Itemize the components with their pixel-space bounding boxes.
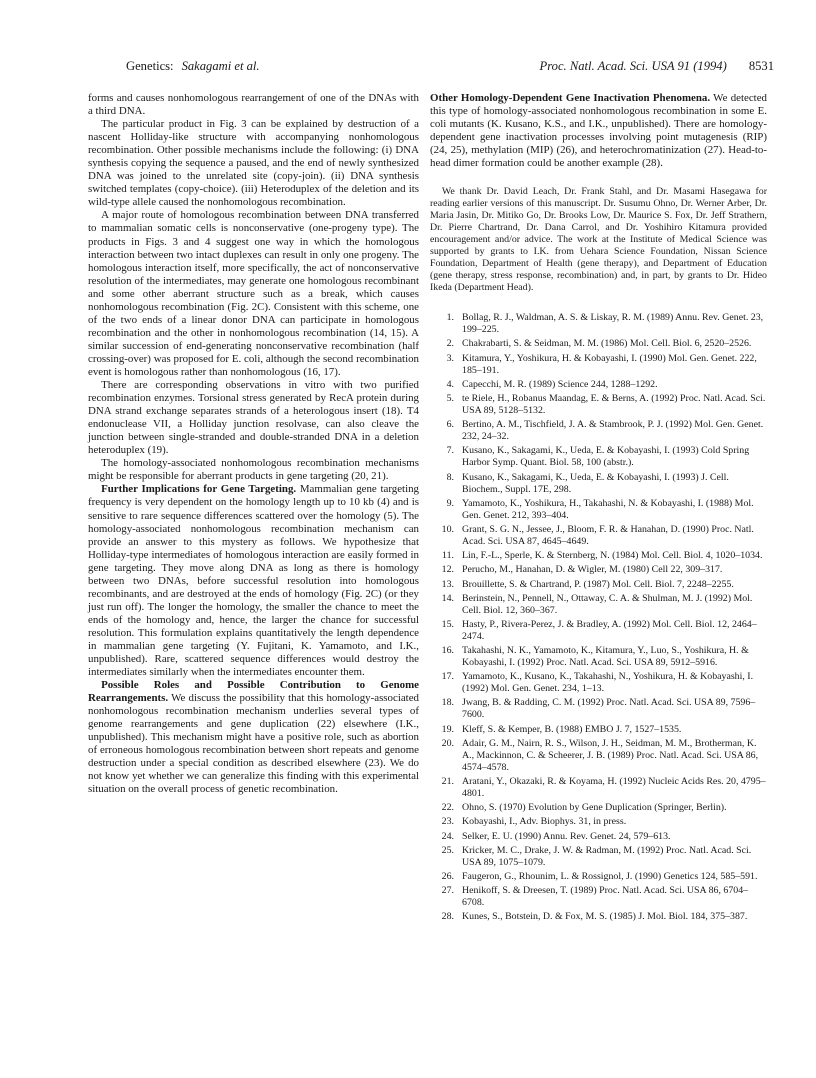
right-column bbox=[430, 92, 767, 926]
reference-item bbox=[430, 845, 767, 869]
reference-item bbox=[430, 831, 767, 843]
reference-number: 23. bbox=[441, 816, 454, 828]
reference-item bbox=[430, 445, 767, 469]
reference-text: Ohno, S. (1970) Evolution by Gene Duplication (Springer, Berlin). bbox=[462, 802, 727, 814]
section-heading-gene-targeting: Further Implications for Gene Targeting. bbox=[101, 483, 297, 496]
reference-number: 11. bbox=[442, 550, 454, 562]
reference-text: Berinstein, N., Pennell, N., Ottaway, C. A. & Shulman, M. J. (1992) Mol. Cell. Biol. 12, 360–367. bbox=[462, 592, 753, 616]
reference-item bbox=[430, 524, 767, 548]
reference-number: 24. bbox=[441, 830, 454, 842]
reference-number: 9. bbox=[446, 497, 454, 509]
section-body-gene-inactivation: We detected this type of homology-associated nonhomologous recombination in some E. coli mutants (K. Kusano, K.S., and I.K., unpublished). There are homology-dependent gene inactivation processes involving point mutagenesis (RIP) (24, 25), methylation (MIP) (26), and heterochromatinization (27). Head-to-head dimer formation could be another example (28). bbox=[430, 92, 767, 170]
reference-number: 15. bbox=[441, 618, 454, 630]
paragraph-mechanisms: The particular product in Fig. 3 can be explained by destruction of a nascent Holliday-like structure with accompanying nonhomologous recombination. Other possible mechanisms include the following: (i) DNA synthesis copying the sequence a paused, and the end of newly synthesized DNA was joined to the unrelated site (copy-join). (ii) DNA synthesis switched templates (copy-choice). (iii) Heteroduplex of the deletion and its wild-type allele caused the nonhomologous recombination. bbox=[88, 118, 419, 209]
paragraph-in-vitro: There are corresponding observations in vitro with two purified recombination enzymes. Torsional stress generated by RecA protein during DNA strand exchange separates strands of a heterologous insert (18). T4 endonuclease VII, a Holliday junction resolvase, can also cleave the junction between single-stranded and double-stranded DNA in a deletion heteroduplex (19). bbox=[88, 379, 419, 457]
reference-text: Hasty, P., Rivera-Perez, J. & Bradley, A. (1992) Mol. Cell. Biol. 12, 2464–2474. bbox=[462, 618, 757, 642]
reference-number: 21. bbox=[441, 776, 454, 788]
page-number: 8531 bbox=[748, 59, 774, 73]
reference-item bbox=[430, 619, 767, 643]
reference-number: 8. bbox=[446, 471, 454, 483]
reference-text: Kunes, S., Botstein, D. & Fox, M. S. (1985) J. Mol. Biol. 184, 375–387. bbox=[462, 911, 748, 923]
reference-number: 13. bbox=[441, 578, 454, 590]
reference-item bbox=[430, 353, 767, 377]
section-heading-genome-rearrangements: Possible Roles and Possible Contribution to Genome Rearrangements. bbox=[88, 679, 419, 705]
paragraph-continued: forms and causes nonhomologous rearrangement of one of the DNAs with a third DNA. bbox=[88, 92, 419, 118]
reference-text: Adair, G. M., Nairn, R. S., Wilson, J. H., Seidman, M. M., Brotherman, K. A., Mackinnon, C. & Scheerer, J. B. (1989) Proc. Natl. Acad. Sci. USA 86, 4574–4578. bbox=[462, 737, 759, 773]
reference-item bbox=[430, 738, 767, 774]
reference-number: 18. bbox=[441, 697, 454, 709]
reference-text: Bertino, A. M., Tischfield, J. A. & Stambrook, P. J. (1992) Mol. Gen. Genet. 232, 24–32. bbox=[462, 419, 764, 443]
page-header bbox=[88, 58, 774, 74]
section-gene-inactivation bbox=[430, 92, 767, 170]
reference-number: 5. bbox=[446, 393, 454, 405]
section-body-genome-rearrangements: We discuss the possibility that this homology-associated nonhomologous recombination mechanism underlies several types of genome rearrangements and gene duplication (22) elsewhere (I.K., unpublished). This mechanism might have a positive role, such as abortion of erroneous homologous recombination between short repeats and genome destruction under a special condition as described elsewhere (23). We do not know yet whether we can generalize this finding with this experimental situation on the overall process of genetic recombination. bbox=[88, 692, 419, 796]
reference-text: Faugeron, G., Rhounim, L. & Rossignol, J. (1990) Genetics 124, 585–591. bbox=[462, 870, 758, 882]
reference-text: Takahashi, N. K., Yamamoto, K., Kitamura, Y., Luo, S., Yoshikura, H. & Kobayashi, I. (1992) Proc. Natl. Acad. Sci. USA 89, 5912–5916. bbox=[462, 645, 749, 669]
reference-list bbox=[430, 312, 767, 923]
reference-text: Kitamura, Y., Yoshikura, H. & Kobayashi, I. (1990) Mol. Gen. Genet. 222, 185–191. bbox=[462, 352, 757, 376]
reference-item bbox=[430, 550, 767, 562]
reference-item bbox=[430, 802, 767, 814]
reference-number: 26. bbox=[441, 870, 454, 882]
reference-text: Henikoff, S. & Dreesen, T. (1989) Proc. Natl. Acad. Sci. USA 86, 6704–6708. bbox=[462, 885, 749, 909]
reference-item bbox=[430, 564, 767, 576]
left-column bbox=[88, 92, 419, 797]
section-heading-gene-inactivation: Other Homology-Dependent Gene Inactivation Phenomena. bbox=[430, 92, 711, 104]
reference-number: 3. bbox=[446, 352, 454, 364]
running-head-authors: Sakagami et al. bbox=[181, 59, 260, 73]
reference-number: 27. bbox=[441, 885, 454, 897]
reference-text: Perucho, M., Hanahan, D. & Wigler, M. (1980) Cell 22, 309–317. bbox=[462, 564, 723, 576]
reference-text: Lin, F.-L., Sperle, K. & Sternberg, N. (1984) Mol. Cell. Biol. 4, 1020–1034. bbox=[462, 550, 763, 562]
reference-number: 7. bbox=[446, 445, 454, 457]
reference-text: Aratani, Y., Okazaki, R. & Koyama, H. (1992) Nucleic Acids Res. 20, 4795–4801. bbox=[462, 776, 766, 800]
reference-number: 10. bbox=[441, 523, 454, 535]
reference-item bbox=[430, 472, 767, 496]
paragraph-nonconservative: A major route of homologous recombination between DNA transferred to mammalian somatic cells is nonconservative (one-progeny type). The products in Figs. 3 and 4 suggest one way in which the homologous interaction between two intact duplexes can result in only one progeny. The homologous interaction itself, more specifically, the act of nonconservative resolution of the intermediates, may generate one homologous recombinant and some other aberrant structure such as a break, which causes nonhomologous recombination (Fig. 2C). Consistent with this scheme, one of the two ends of a linear donor DNA can participate in homologous recombination and the other in nonhomologous recombination (14, 15). A similar succession of end-generating nonconservative recombination (half crossing-over) was proposed for E. coli, although the second recombination event is homologous rather than nonhomologous (16, 17). bbox=[88, 209, 419, 378]
journal-citation bbox=[540, 58, 774, 74]
reference-number: 19. bbox=[441, 723, 454, 735]
reference-item bbox=[430, 776, 767, 800]
reference-item bbox=[430, 498, 767, 522]
reference-item bbox=[430, 816, 767, 828]
journal-name: Proc. Natl. Acad. Sci. USA 91 (1994) bbox=[539, 59, 727, 73]
reference-text: Grant, S. G. N., Jessee, J., Bloom, F. R. & Hanahan, D. (1990) Proc. Natl. Acad. Sci. USA 87, 4645–4649. bbox=[462, 523, 754, 547]
reference-number: 16. bbox=[441, 645, 454, 657]
running-head-section: Genetics: bbox=[126, 59, 174, 73]
reference-text: Kusano, K., Sakagami, K., Ueda, E. & Kobayashi, I. (1993) J. Cell. Biochem., Suppl. 17E, 298. bbox=[462, 471, 729, 495]
reference-item bbox=[430, 593, 767, 617]
reference-number: 4. bbox=[446, 378, 454, 390]
reference-item bbox=[430, 419, 767, 443]
reference-item bbox=[430, 911, 767, 923]
reference-number: 22. bbox=[441, 802, 454, 814]
reference-text: Yamamoto, K., Kusano, K., Takahashi, N., Yoshikura, H. & Kobayashi, I. (1992) Mol. Gen. Genet. 234, 1–13. bbox=[462, 671, 754, 695]
reference-item bbox=[430, 871, 767, 883]
reference-text: Yamamoto, K., Yoshikura, H., Takahashi, N. & Kobayashi, I. (1988) Mol. Gen. Genet. 212, 393–404. bbox=[462, 497, 754, 521]
reference-number: 25. bbox=[441, 844, 454, 856]
reference-text: Jwang, B. & Radding, C. M. (1992) Proc. Natl. Acad. Sci. USA 89, 7596–7600. bbox=[462, 697, 756, 721]
reference-number: 1. bbox=[446, 312, 454, 324]
reference-item bbox=[430, 724, 767, 736]
reference-number: 12. bbox=[441, 564, 454, 576]
reference-text: Kobayashi, I., Adv. Biophys. 31, in press. bbox=[462, 816, 627, 828]
reference-text: Bollag, R. J., Waldman, A. S. & Liskay, R. M. (1989) Annu. Rev. Genet. 23, 199–225. bbox=[462, 312, 764, 336]
reference-text: Selker, E. U. (1990) Annu. Rev. Genet. 24, 579–613. bbox=[462, 830, 671, 842]
reference-text: Capecchi, M. R. (1989) Science 244, 1288–1292. bbox=[462, 378, 658, 390]
reference-item bbox=[430, 312, 767, 336]
reference-text: Kleff, S. & Kemper, B. (1988) EMBO J. 7, 1527–1535. bbox=[462, 723, 682, 735]
reference-number: 6. bbox=[446, 419, 454, 431]
reference-text: te Riele, H., Robanus Maandag, E. & Berns, A. (1992) Proc. Natl. Acad. Sci. USA 89, 5128–5132. bbox=[462, 393, 766, 417]
reference-item bbox=[430, 697, 767, 721]
reference-number: 2. bbox=[446, 338, 454, 350]
section-body-gene-targeting: Mammalian gene targeting frequency is very dependent on the homology length up to 10 kb (4) and is sensitive to rare sequence differences scattered over the homology (5). The homology-associated nonhomologous recombination mechanism can provide an answer to this mystery as follows. We hypothesize that Holliday-type intermediates of homologous interaction are easily formed in gene targeting. They move along DNA as long as there is homology between two DNAs, before successful resolution into homologous recombinants, and are destroyed at the ends of homology (Fig. 2C) (or they just run off). The longer the homology, the smaller the chance to meet the ends of the homology and, hence, the larger the chance for successful resolution. This formulation explains quantitatively the length dependence in mammalian gene targeting (Y. Fujitani, K. Yamamoto, and I.K., unpublished). Rare, scattered sequence differences would destroy the intermediates similarly when the intermediates encounter them. bbox=[88, 483, 419, 679]
reference-number: 20. bbox=[441, 737, 454, 749]
section-genome-rearrangements bbox=[88, 679, 419, 796]
acknowledgment: We thank Dr. David Leach, Dr. Frank Stahl, and Dr. Masami Hasegawa for reading earlier versions of this manuscript. Dr. Susumu Ohno, Dr. Werner Arber, Dr. Maria Jasin, Dr. Mitiko Go, Dr. Brooks Low, Dr. Maurice S. Fox, Dr. Jeff Strathern, Dr. Pierre Chartrand, Dr. Dana Carrol, and Dr. Yoshihiro Kitamura provided encouragement and/or advice. The work at the Institute of Medical Science was supported by grants to I.K. from Uehara Science Foundation, Nissan Science Foundation, Department of Health (gene therapy), and Department of Education (gene therapy, stress response, recombination) and, in part, by grants to Dr. Hideo Ikeda (Department Head). bbox=[430, 186, 767, 294]
reference-text: Brouillette, S. & Chartrand, P. (1987) Mol. Cell. Biol. 7, 2248–2255. bbox=[462, 578, 734, 590]
reference-item bbox=[430, 393, 767, 417]
reference-number: 17. bbox=[441, 671, 454, 683]
reference-item bbox=[430, 645, 767, 669]
reference-text: Kricker, M. C., Drake, J. W. & Radman, M. (1992) Proc. Natl. Acad. Sci. USA 89, 1075–1079. bbox=[462, 844, 752, 868]
reference-item bbox=[430, 579, 767, 591]
reference-text: Kusano, K., Sakagami, K., Ueda, E. & Kobayashi, I. (1993) Cold Spring Harbor Symp. Quant. Biol. 58, 100 (abstr.). bbox=[462, 445, 750, 469]
reference-text: Chakrabarti, S. & Seidman, M. M. (1986) Mol. Cell. Biol. 6, 2520–2526. bbox=[462, 338, 752, 350]
reference-item bbox=[430, 885, 767, 909]
reference-number: 14. bbox=[441, 592, 454, 604]
running-head bbox=[126, 58, 260, 74]
reference-item bbox=[430, 379, 767, 391]
reference-number: 28. bbox=[441, 911, 454, 923]
section-gene-targeting bbox=[88, 483, 419, 679]
reference-item bbox=[430, 671, 767, 695]
paragraph-gene-targeting-products: The homology-associated nonhomologous recombination mechanisms might be responsible for aberrant products in gene targeting (20, 21). bbox=[88, 457, 419, 483]
reference-item bbox=[430, 338, 767, 350]
